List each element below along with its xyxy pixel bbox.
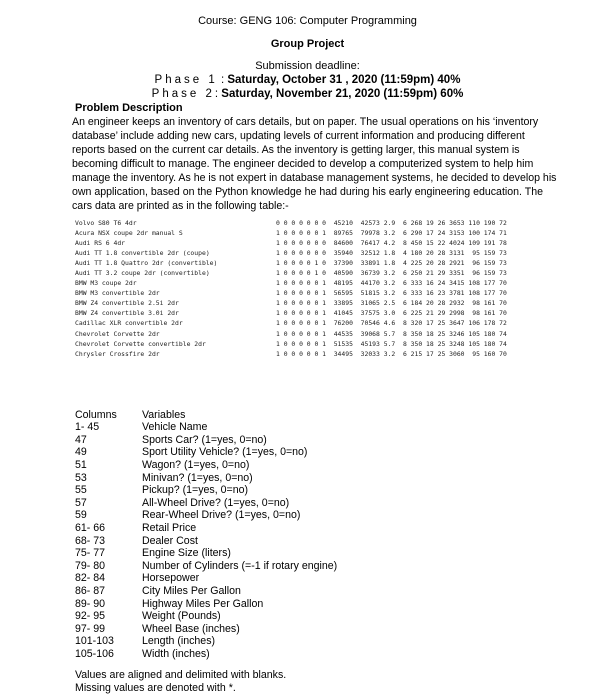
- columns-header: [75, 409, 615, 422]
- column-row: [75, 535, 615, 548]
- phase-label: Phase 1: [154, 74, 218, 86]
- column-range: 47: [75, 433, 87, 446]
- car-name: Volvo S80 T6 4dr: [75, 219, 137, 227]
- car-values: 1 0 0 0 0 0 0 35940 32512 1.8 4 180 20 28 3131 95 159 73: [276, 249, 507, 258]
- column-variable: Sports Car? (1=yes, 0=no): [142, 433, 267, 446]
- column-variable: Wheel Base (inches): [142, 622, 240, 635]
- car-values: 1 0 0 0 0 1 0 37390 33891 1.8 4 225 20 28 2921 96 159 73: [276, 259, 507, 268]
- car-row: [75, 248, 615, 258]
- column-range: 105-106: [75, 647, 114, 660]
- phase-separator: :: [214, 88, 219, 100]
- car-name: Audi RS 6 4dr: [75, 239, 126, 248]
- column-row: [75, 585, 615, 598]
- column-row: [75, 623, 615, 636]
- car-name: Chrysler Crossfire 2dr: [75, 349, 160, 358]
- submission-label: Submission deadline:: [255, 60, 360, 72]
- column-variable: Variables: [142, 408, 186, 421]
- car-values: 1 0 0 0 0 0 1 33895 31065 2.5 6 184 20 28 2932 98 161 70: [276, 299, 507, 308]
- column-range: Columns: [75, 408, 117, 421]
- car-name: Chevrolet Corvette 2dr: [75, 329, 160, 338]
- car-row: [75, 298, 615, 308]
- car-name: Chevrolet Corvette convertible 2dr: [75, 339, 206, 348]
- car-row: [75, 308, 615, 318]
- column-row: [75, 421, 615, 434]
- car-row: [75, 329, 615, 339]
- car-values: 1 0 0 0 0 0 1 34495 32033 3.2 6 215 17 25 3060 95 160 70: [276, 349, 507, 358]
- column-row: [75, 434, 615, 447]
- footer-notes: [75, 669, 615, 695]
- car-row: [75, 268, 615, 278]
- column-range: 68- 73: [75, 534, 106, 547]
- column-variable: Pickup? (1=yes, 0=no): [142, 484, 248, 497]
- car-row: [75, 318, 615, 328]
- car-values: 1 0 0 0 0 0 1 76200 70546 4.6 8 320 17 25 3647 106 178 72: [276, 319, 507, 328]
- column-row: [75, 509, 615, 522]
- footer-note-delimiters: Values are aligned and delimited with blanks.: [75, 668, 287, 681]
- cars-data-table: [75, 218, 615, 359]
- column-variable: Wagon? (1=yes, 0=no): [142, 459, 250, 472]
- column-range: 97- 99: [75, 622, 106, 635]
- car-row: [75, 238, 615, 248]
- car-row: [75, 288, 615, 298]
- column-row: [75, 446, 615, 459]
- problem-text: An engineer keeps an inventory of cars details, but on paper. The usual operations on his ‘inventory database’ include adding new cars, updating levels of current information and producing different reports based on the current car details. As the inventory is getting larger, this manual system is becoming difficult to manage. The engineer decided to develop a computerized system to help him manage the inventory. As he is not expert in database management systems, he decided to develop his own application, based on the Python knowledge he had during his early engineering education. The cars data are printed as in the following table:-: [72, 116, 557, 212]
- column-row: [75, 598, 615, 611]
- column-row: [75, 484, 615, 497]
- column-variable: Weight (Pounds): [142, 610, 221, 623]
- car-name: Audi TT 1.8 Quattro 2dr (convertible): [75, 259, 218, 268]
- column-variable: Rear-Wheel Drive? (1=yes, 0=no): [142, 509, 301, 522]
- car-name: BMW M3 convertible 2dr: [75, 289, 160, 298]
- column-row: [75, 472, 615, 485]
- car-name: Audi TT 1.8 convertible 2dr (coupe): [75, 249, 210, 258]
- column-variable: Sport Utility Vehicle? (1=yes, 0=no): [142, 446, 308, 459]
- car-values: 1 0 0 0 0 0 0 84600 76417 4.2 8 450 15 22 4024 109 191 78: [276, 239, 507, 248]
- column-range: 49: [75, 446, 87, 459]
- phase-date: Saturday, October 31 , 2020 (11:59pm) 40%: [227, 74, 461, 86]
- column-variable: Horsepower: [142, 572, 200, 585]
- car-row: [75, 339, 615, 349]
- column-row: [75, 547, 615, 560]
- car-name: BMW Z4 convertible 2.5i 2dr: [75, 299, 179, 308]
- car-row: [75, 349, 615, 359]
- car-values: 1 0 0 0 0 0 1 44535 39068 5.7 8 350 18 25 3246 105 180 74: [276, 329, 507, 338]
- column-variable: All-Wheel Drive? (1=yes, 0=no): [142, 496, 290, 509]
- column-row: [75, 610, 615, 623]
- car-values: 1 0 0 0 0 0 1 48195 44170 3.2 6 333 16 24 3415 108 177 70: [276, 279, 507, 288]
- column-row: [75, 635, 615, 648]
- phase-label: Phase 2: [151, 88, 215, 100]
- column-variable: Vehicle Name: [142, 421, 208, 434]
- column-range: 89- 90: [75, 597, 106, 610]
- column-range: 1- 45: [75, 421, 100, 434]
- column-range: 101-103: [75, 635, 114, 648]
- phase-separator: :: [217, 74, 225, 86]
- column-range: 61- 66: [75, 522, 106, 534]
- car-name: Acura NSX coupe 2dr manual S: [75, 229, 183, 238]
- car-name: Cadillac XLR convertible 2dr: [75, 319, 183, 328]
- column-variable: Highway Miles Per Gallon: [142, 597, 264, 610]
- car-values: 0 0 0 0 0 0 0 45210 42573 2.9 6 268 19 26 3653 110 190 72: [276, 219, 507, 227]
- column-range: 51: [75, 459, 87, 472]
- problem-heading: Problem Description: [75, 102, 183, 114]
- column-range: 57: [75, 496, 87, 509]
- column-variable: Retail Price: [142, 522, 197, 534]
- phase-2-deadline: [0, 87, 615, 101]
- column-range: 92- 95: [75, 610, 106, 623]
- columns-table: [75, 409, 615, 661]
- car-row: [75, 218, 615, 228]
- car-row: [75, 278, 615, 288]
- column-variable: Engine Size (liters): [142, 547, 231, 560]
- column-range: 59: [75, 509, 87, 522]
- column-row: [75, 522, 615, 535]
- car-name: Audi TT 3.2 coupe 2dr (convertible): [75, 269, 210, 278]
- column-range: 55: [75, 484, 87, 497]
- column-variable: Number of Cylinders (=-1 if rotary engine): [142, 559, 338, 572]
- car-values: 1 0 0 0 0 0 1 51535 45193 5.7 8 350 18 25 3248 105 180 74: [276, 339, 507, 348]
- column-range: 82- 84: [75, 572, 106, 585]
- column-variable: Dealer Cost: [142, 534, 198, 547]
- column-variable: Length (inches): [142, 635, 216, 648]
- course-title: Course: GENG 106: Computer Programming: [198, 15, 417, 27]
- car-values: 1 0 0 0 0 1 0 40590 36739 3.2 6 250 21 29 3351 96 159 73: [276, 269, 507, 278]
- column-variable: Minivan? (1=yes, 0=no): [142, 471, 253, 484]
- footer-note-missing: Missing values are denoted with *.: [75, 681, 236, 694]
- column-range: 79- 80: [75, 559, 106, 572]
- car-row: [75, 228, 615, 238]
- document-title: Group Project: [270, 38, 345, 50]
- column-row: [75, 459, 615, 472]
- column-range: 53: [75, 471, 87, 484]
- car-name: BMW M3 coupe 2dr: [75, 279, 137, 288]
- column-row: [75, 648, 615, 661]
- column-range: 86- 87: [75, 584, 106, 597]
- car-values: 1 0 0 0 0 0 1 89765 79978 3.2 6 290 17 24 3153 100 174 71: [276, 229, 507, 238]
- car-name: BMW Z4 convertible 3.0i 2dr: [75, 309, 179, 318]
- column-row: [75, 560, 615, 573]
- column-row: [75, 572, 615, 585]
- column-row: [75, 497, 615, 510]
- car-values: 1 0 0 0 0 0 1 41045 37575 3.0 6 225 21 29 2998 98 161 70: [276, 309, 507, 318]
- phase-date: Saturday, November 21, 2020 (11:59pm) 60%: [221, 88, 464, 100]
- car-values: 1 0 0 0 0 0 1 56595 51815 3.2 6 333 16 23 3781 108 177 70: [276, 289, 507, 298]
- column-variable: Width (inches): [142, 647, 210, 660]
- car-row: [75, 258, 615, 268]
- column-range: 75- 77: [75, 547, 106, 560]
- phase-1-deadline: [0, 73, 615, 87]
- column-variable: City Miles Per Gallon: [142, 584, 241, 597]
